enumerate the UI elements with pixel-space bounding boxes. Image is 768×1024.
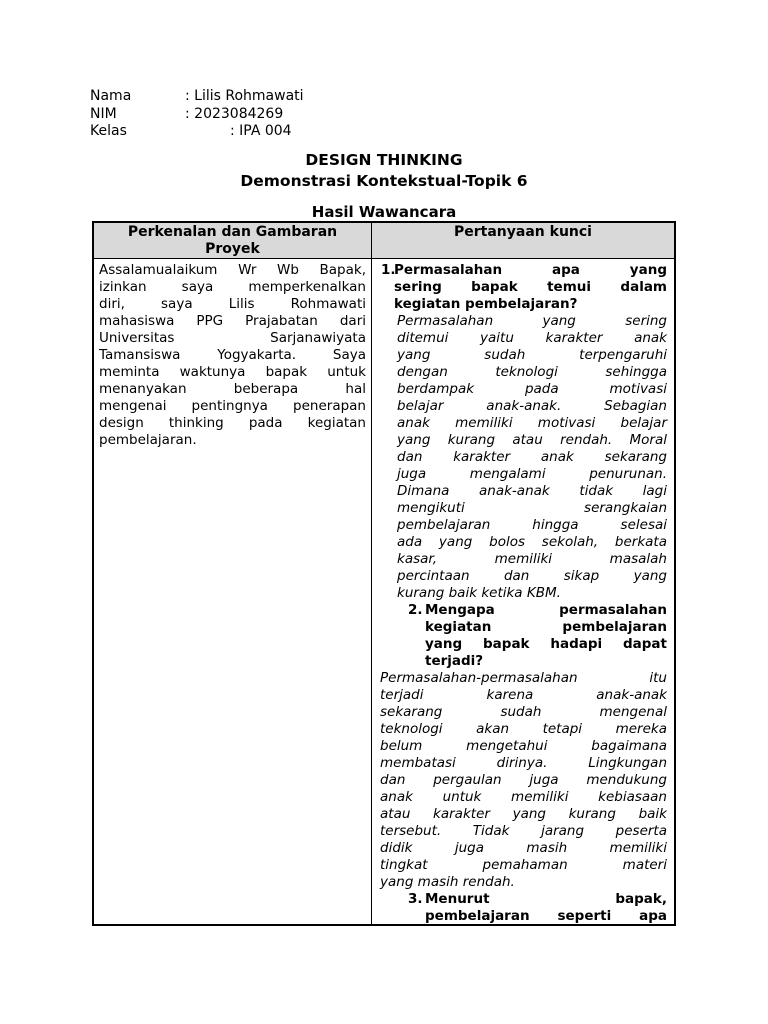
table-header-col2: Pertanyaan kunci xyxy=(372,223,674,259)
nama-label: Nama xyxy=(90,88,132,104)
answer-1-line: anak memiliki motivasi belajar xyxy=(397,415,667,431)
question-2-line: kegiatan pembelajaran xyxy=(425,619,667,635)
nim-label: NIM xyxy=(90,105,117,122)
answer-1-line: Dimana anak-anak tidak lagi xyxy=(397,483,667,499)
intro-line: diri, saya Lilis Rohmawati xyxy=(99,296,366,312)
intro-line: design thinking pada kegiatan xyxy=(99,415,366,431)
answer-1-line: ditemui yaitu karakter anak xyxy=(397,330,667,346)
question-3-line: Menurut bapak, xyxy=(425,891,667,907)
intro-line: mengenai pentingnya penerapan xyxy=(99,398,366,414)
question-3-number: 3. xyxy=(408,891,423,907)
question-1-number: 1. xyxy=(381,262,396,278)
interview-table xyxy=(92,221,676,926)
answer-2-line: yang masih rendah. xyxy=(380,874,515,890)
answer-2-line: belum mengetahui bagaimana xyxy=(380,738,667,754)
question-2-line: Mengapa permasalahan xyxy=(425,602,667,618)
question-1-line: sering bapak temui dalam xyxy=(394,279,667,295)
key-questions-cell xyxy=(372,259,674,924)
answer-1-line: berdampak pada motivasi xyxy=(397,381,667,397)
intro-line: Tamansiswa Yogyakarta. Saya xyxy=(99,347,366,363)
table-header-col1 xyxy=(94,223,372,259)
nama-value: : Lilis Rohmawati xyxy=(185,88,304,104)
answer-2-line: sekarang sudah mengenal xyxy=(380,704,667,720)
intro-line: Assalamualaikum Wr Wb Bapak, xyxy=(99,262,366,278)
question-3-line: pembelajaran seperti apa xyxy=(425,908,667,924)
question-1-line: kegiatan pembelajaran? xyxy=(394,296,578,312)
intro-line: Universitas Sarjanawiyata xyxy=(99,330,366,346)
answer-2-line: dan pergaulan juga mendukung xyxy=(380,772,667,788)
document-title xyxy=(0,150,768,192)
kelas-label: Kelas xyxy=(90,123,127,139)
question-2 xyxy=(380,602,667,670)
question-2-line: yang bapak hadapi dapat xyxy=(425,636,667,652)
answer-1-line: mengikuti serangkaian xyxy=(397,500,667,516)
answer-2-line: teknologi akan tetapi mereka xyxy=(380,721,667,737)
intro-line: izinkan saya memperkenalkan xyxy=(99,279,366,295)
introduction-cell xyxy=(94,259,372,924)
answer-1-line: yang sudah terpengaruhi xyxy=(397,347,667,363)
answer-2-line: anak untuk memiliki kebiasaan xyxy=(380,789,667,805)
answer-2-line: tersebut. Tidak jarang peserta xyxy=(380,823,667,839)
section-title: Hasil Wawancara xyxy=(311,203,457,221)
intro-line: menanyakan beberapa hal xyxy=(99,381,366,397)
answer-2-line: terjadi karena anak-anak xyxy=(380,687,667,703)
intro-line: mahasiswa PPG Prajabatan dari xyxy=(99,313,366,329)
table-header-col1-line1: Perkenalan dan Gambaran xyxy=(127,224,338,240)
answer-1 xyxy=(380,313,667,602)
answer-1-line: ada yang bolos sekolah, berkata xyxy=(397,534,667,550)
question-1 xyxy=(380,262,667,313)
intro-line: pembelajaran. xyxy=(99,432,197,448)
answer-1-line: kurang baik ketika KBM. xyxy=(397,585,561,601)
answer-2 xyxy=(380,670,667,891)
question-1-line: Permasalahan apa yang xyxy=(394,262,667,278)
question-2-line: terjadi? xyxy=(425,653,484,669)
document-title-line1: DESIGN THINKING xyxy=(305,151,463,169)
answer-1-line: belajar anak-anak. Sebagian xyxy=(397,398,667,414)
answer-1-line: kasar, memiliki masalah xyxy=(397,551,667,567)
table-header-col1-line2: Proyek xyxy=(205,241,260,257)
kelas-value: : IPA 004 xyxy=(230,123,292,139)
student-info xyxy=(90,88,304,141)
answer-1-line: yang kurang atau rendah. Moral xyxy=(397,432,667,448)
question-3 xyxy=(380,891,667,924)
nim-value: : 2023084269 xyxy=(185,105,284,122)
answer-1-line: dengan teknologi sehingga xyxy=(397,364,667,380)
student-name-row xyxy=(90,88,304,106)
answer-1-line: pembelajaran hingga selesai xyxy=(397,517,667,533)
answer-1-line: percintaan dan sikap yang xyxy=(397,568,667,584)
answer-2-line: atau karakter yang kurang baik xyxy=(380,806,667,822)
answer-2-line: didik juga masih memiliki xyxy=(380,840,667,856)
intro-line: meminta waktunya bapak untuk xyxy=(99,364,366,380)
document-title-line2: Demonstrasi Kontekstual-Topik 6 xyxy=(240,172,528,190)
answer-1-line: juga mengalami penurunan. xyxy=(397,466,667,482)
answer-1-line: dan karakter anak sekarang xyxy=(397,449,667,465)
student-class-row xyxy=(90,123,304,141)
answer-2-line: tingkat pemahaman materi xyxy=(380,857,667,873)
answer-2-line: Permasalahan-permasalahan itu xyxy=(380,670,667,686)
answer-2-line: membatasi dirinya. Lingkungan xyxy=(380,755,667,771)
question-2-number: 2. xyxy=(408,602,423,618)
student-nim-row xyxy=(90,106,304,124)
answer-1-line: Permasalahan yang sering xyxy=(397,313,667,329)
